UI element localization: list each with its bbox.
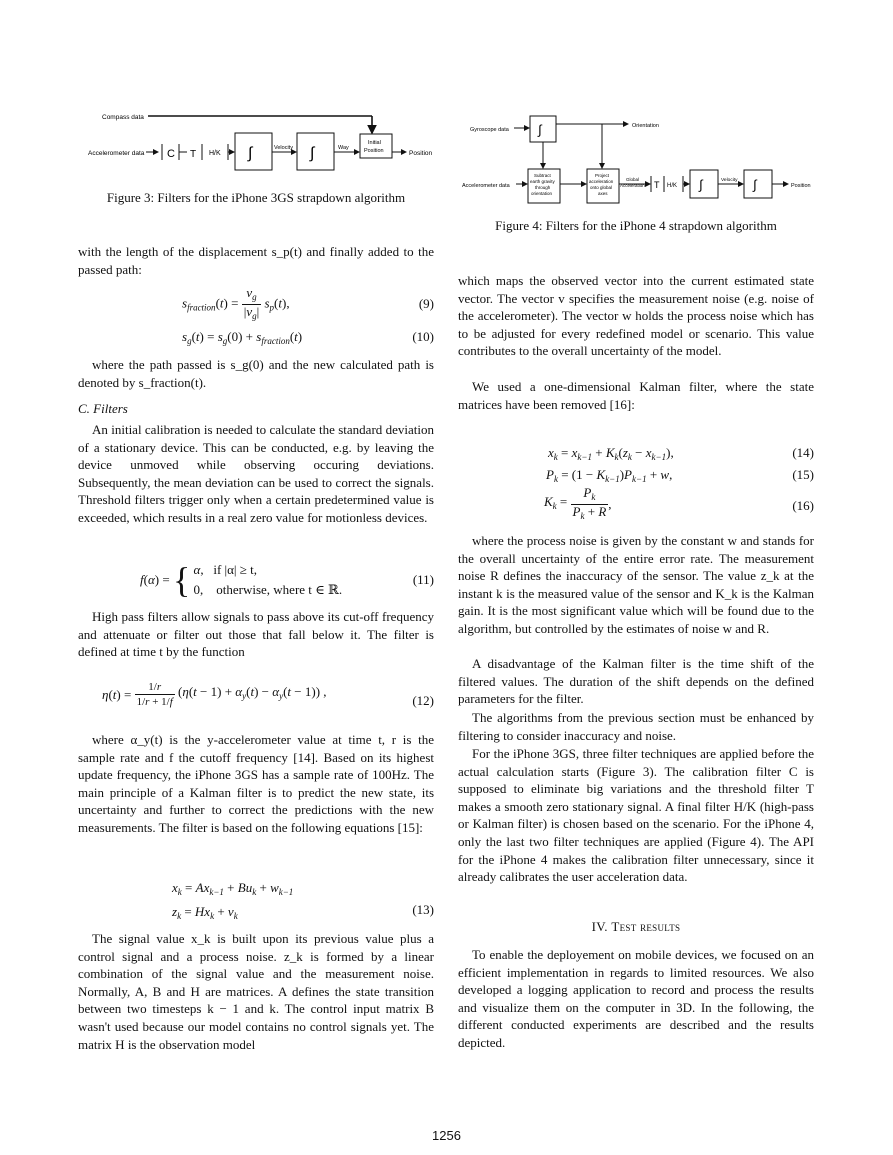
paragraph-high-pass: High pass filters allow signals to pass above its cut-off frequency and attenuate or filter out those that fall below it. The filter is defined at time t by the function xyxy=(78,609,434,660)
paragraph-process-noise: where the process noise is given by the constant w and stands for the overall uncertainty of the entire error rate. The measurement noise R defines the inaccuracy of the sensor. The value z_k at the instant k is the measured value of the sensor and K_k is the Kalman gain. It is the most significant value which will be found due to the algorithm, but controlled by the estimates of noise w and R. xyxy=(458,533,814,636)
equation-number-12: (12) xyxy=(412,693,434,708)
integrator-box-2 xyxy=(744,170,772,198)
paragraph-algorithms-enhanced: The algorithms from the previous section must be enhanced by filtering to consider inaccuracy and noise. xyxy=(458,710,814,743)
project-label-3: onto global xyxy=(590,185,613,190)
section-heading-test-results xyxy=(458,918,814,936)
gyro-integrator-box xyxy=(530,116,556,142)
position-output-label: Position xyxy=(791,183,811,189)
equation-10: $s_g(t) = s_g(0) + s_{fraction}(t)$ xyxy=(182,329,303,346)
position-output-label: Position xyxy=(409,150,433,157)
paragraph-observed-vector: which maps the observed vector into the current estimated state vector. The vector v specifies the measurement noise (e.g. noise of the accelerometer). The vector w holds the process noise which has to be adjusted for every redefined model or scenario. This value contributes to the overall uncertainty of the model. xyxy=(458,273,814,359)
equation-12: η(t) = $\frac{1/r}{1/r + 1/f}$ $(\eta(t - 1) + \alpha_y(t) - \alpha_y(t - 1))$ , xyxy=(102,681,327,708)
section-title: Test results xyxy=(611,919,681,934)
hk-filter: H/K xyxy=(209,150,221,157)
figure-3-caption: Figure 3: Filters for the iPhone 3GS strapdown algorithm xyxy=(106,190,406,205)
paragraph-deployment: To enable the deployement on mobile devices, we focused on an efficient implementation in regards to limited resources. We also developed a logging application to record and process the results and visualize them on the computer in 3D. In the following, the different conducted experiments are described and the results depicted. xyxy=(458,947,814,1050)
threshold-filter-t: T xyxy=(190,149,197,160)
case-2-condition: otherwise, where t ∈ ℝ. xyxy=(216,582,343,597)
paragraph-signal-value: The signal value x_k is built upon its previous value plus a control signal and a process noise. z_k is formed by a linear combination of the signal value and the measurement noise. Normally, A, B and H are matrices. A defines the state transition between two timesteps k − 1 and k. The control input matrix B wasn't used because our model contains no control signals yet. The matrix H is the observation model xyxy=(78,931,434,1052)
integrator-box-2 xyxy=(297,133,334,170)
paragraph-iphone-filters: For the iPhone 3GS, three filter techniques are applied before the actual calculation starts (Figure 3). The calibration filter C is supposed to eliminate big variations and the threshold filter T makes a smooth zero stationary signal. A final filter H/K (high-pass or Kalman filter) is chosen based on the scenario. For the iPhone 4, only the last two filter techniques are applied (Figure 4). The API for the iPhone 4 makes the calibration filter unnecessary, since it already calibrates the user acceleration data. xyxy=(458,746,814,885)
velocity-label: Velocity xyxy=(274,145,293,151)
subsection-filters: C. Filters xyxy=(78,401,128,416)
equation-number-13: (13) xyxy=(412,902,434,917)
orientation-label: Orientation xyxy=(632,123,659,129)
equation-number-16: (16) xyxy=(792,498,814,513)
figure-3-diagram xyxy=(78,106,438,176)
project-label-4: axes xyxy=(598,191,608,196)
integral-sign-1: ∫ xyxy=(699,177,703,192)
integrator-box-1 xyxy=(690,170,718,198)
equation-number-15: (15) xyxy=(792,467,814,482)
section-number: IV. xyxy=(591,919,608,934)
paragraph-displacement: with the length of the displacement s_p(t) and finally added to the passed path: xyxy=(78,244,434,277)
project-label-2: acceleration xyxy=(589,179,614,184)
page-number: 1256 xyxy=(432,1128,461,1143)
initial-position-box xyxy=(360,134,392,158)
initial-position-label: Position xyxy=(364,148,384,154)
global-label: Global xyxy=(626,177,640,182)
paragraph-one-dim-kalman: We used a one-dimensional Kalman filter, where the state matrices have been removed [16]: xyxy=(458,379,814,412)
gyro-integral-sign: ∫ xyxy=(538,122,542,137)
equation-number-14: (14) xyxy=(792,445,814,460)
velocity-label: Velocity xyxy=(721,178,738,183)
accelerometer-data-label: Accelerometer data xyxy=(88,150,145,157)
subtract-label-1: Subtract xyxy=(534,173,551,178)
paragraph-kalman-intro: where α_y(t) is the y-accelerometer value at time t, r is the sample rate and f the cutoff frequency [14]. Based on its highest update frequency, the iPhone 3GS has a sample rate of 100Hz. The main principle of a Kalman filter is to predict the new state, its uncertainty and further to correct the predictions with the new measurements. The filter is based on the following equations [15]: xyxy=(78,732,434,835)
threshold-filter-t: T xyxy=(654,180,660,190)
figure-4-diagram xyxy=(458,112,818,207)
equation-number-9: (9) xyxy=(418,296,434,311)
integrator-box-1 xyxy=(235,133,272,170)
accelerometer-data-label: Accelerometer data xyxy=(462,183,510,189)
case-1-condition: if |α| ≥ t, xyxy=(213,562,258,577)
subtract-label-3: through xyxy=(535,185,551,190)
paragraph-kalman-disadvantage: A disadvantage of the Kalman filter is the time shift of the filtered values. The duration of the shift depends on the defined parameters for the filter. xyxy=(458,656,814,707)
hk-filter: H/K xyxy=(667,183,678,189)
equation-number-10: (10) xyxy=(412,329,434,344)
paragraph-calibration: An initial calibration is needed to calculate the standard deviation of a stationary device. This can be conducted, e.g. by leaving the device unmoved while observing occuring deviations. Subsequently, the mean deviation can be used to correct the signals. Threshold filters trigger only when a certain predetermined value is exceeded, which results in a real zero value for motionless devices. xyxy=(78,422,434,525)
integral-sign-2: ∫ xyxy=(310,145,315,162)
initial-label: Initial xyxy=(368,140,381,146)
equation-number-11: (11) xyxy=(412,572,434,587)
integral-sign-1: ∫ xyxy=(248,145,253,162)
equation-16: $K_k$ = $\frac{P_k}{P_k + R}$ , xyxy=(544,485,612,521)
equation-14: $x_k = x_{k-1} + K_k(z_k - x_{k-1})$, xyxy=(548,445,674,462)
equation-9: $s_{fraction}(t)$ = $\frac{v_g}{|v_g|}$ $s_p(t)$, xyxy=(182,285,290,321)
global-acceleration-label: Acceleration xyxy=(620,183,645,188)
equation-15: $P_k = (1 - K_{k-1})P_{k-1} + w$, xyxy=(546,467,673,484)
gyroscope-data-label: Gyroscope data xyxy=(470,127,509,133)
subtract-label-2: earth gravity xyxy=(530,179,555,184)
way-label: Way xyxy=(338,145,349,151)
project-label-1: Project xyxy=(595,173,610,178)
equation-13: $x_k = Ax_{k-1} + Bu_k + w_{k-1}$ $z_k = Hx_k + v_k$ xyxy=(172,880,294,921)
calibration-filter-c: C xyxy=(167,148,175,160)
paragraph-path-passed: where the path passed is s_g(0) and the new calculated path is denoted by s_fraction(t). xyxy=(78,357,434,390)
integral-sign-2: ∫ xyxy=(753,177,757,192)
compass-data-label: Compass data xyxy=(102,114,144,121)
equation-11: f(α) = { α, if |α| ≥ t, 0, otherwise, where t ∈ ℝ. xyxy=(140,560,343,600)
figure-4-caption: Figure 4: Filters for the iPhone 4 strapdown algorithm xyxy=(495,218,777,233)
subtract-label-4: orientation xyxy=(531,191,553,196)
